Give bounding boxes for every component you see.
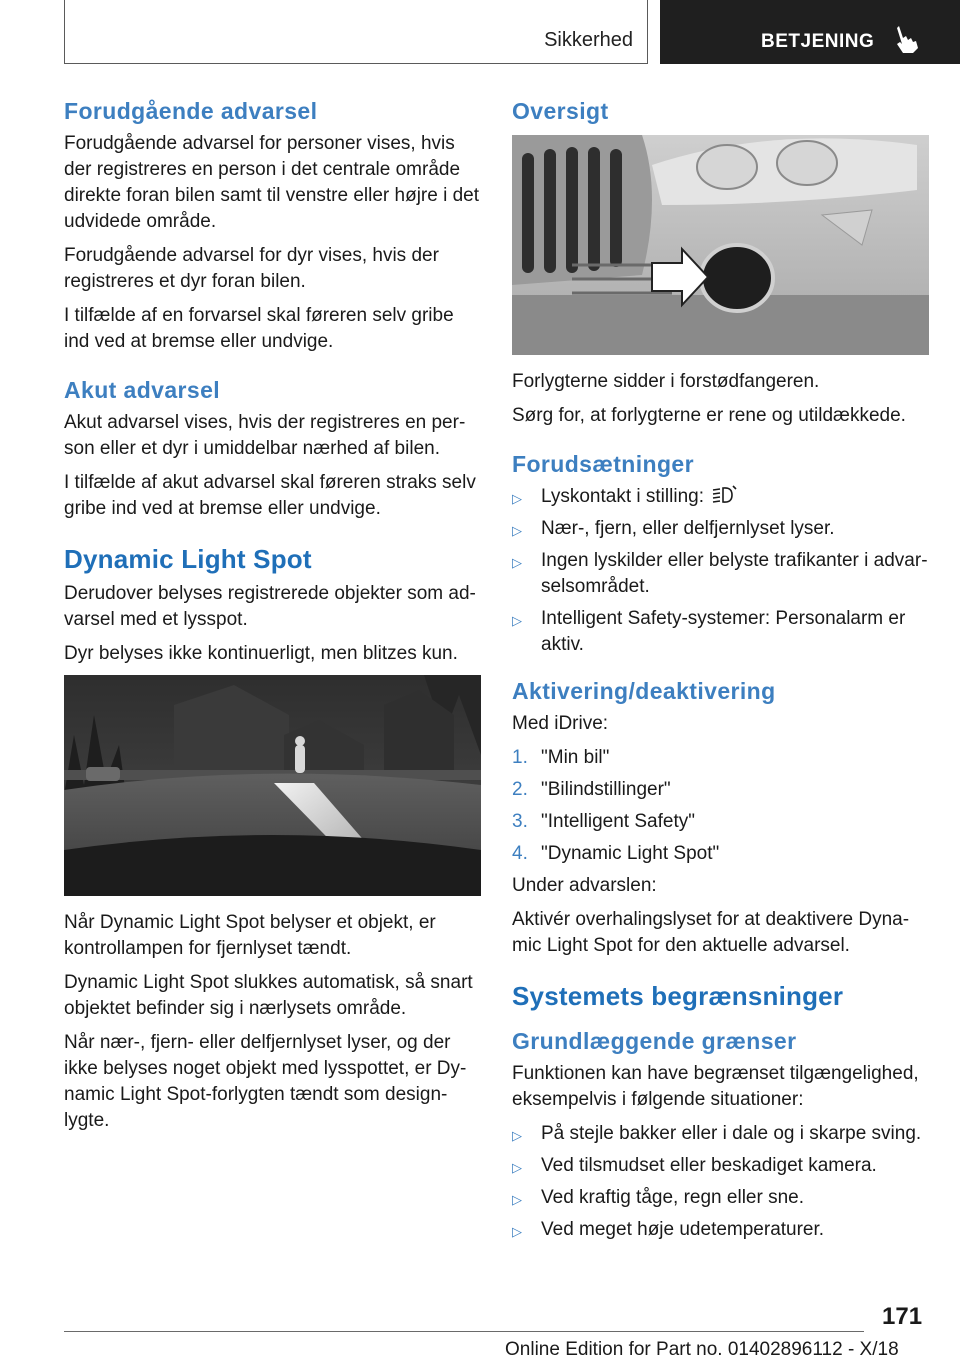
triangle-bullet-icon: ▷: [512, 613, 522, 628]
triangle-bullet-icon: ▷: [512, 555, 522, 570]
paragraph: Derudover belyses registrerede objekter som advarsel med et lysspot.: [64, 583, 476, 630]
paragraph: Dynamic Light Spot slukkes automatisk, så snart objektet befinder sig i nærlysets område.: [64, 972, 473, 1019]
heading-grundlaeggende-graenser: Grundlæggende grænser: [512, 1028, 797, 1054]
list-item: ▷ Ved tilsmudset eller beskadiget kamera.: [512, 1153, 930, 1179]
requirements-list: [512, 484, 930, 658]
triangle-bullet-icon: ▷: [512, 1224, 522, 1239]
footer-edition: Online Edition for Part no. 01402896112 - X/18: [505, 1339, 899, 1360]
triangle-bullet-icon: ▷: [512, 1192, 522, 1207]
paragraph: Når Dynamic Light Spot belyser et objekt, er kontrollampen for fjernlyset tændt.: [64, 912, 436, 959]
hand-pointer-icon: [893, 24, 921, 54]
heading-akut-advarsel: Akut advarsel: [64, 377, 221, 403]
list-item: ▷ Ved meget høje udetemperaturer.: [512, 1217, 930, 1243]
paragraph: Forudgående advarsel for dyr vises, hvis der registreres et dyr foran bilen.: [64, 245, 439, 292]
heading-aktivering: Aktivering/deaktivering: [512, 678, 776, 704]
night-road-illustration: [64, 675, 481, 896]
heading-forudsaetninger: Forudsætninger: [512, 451, 694, 477]
list-item: 4. "Dynamic Light Spot": [512, 843, 720, 864]
heading-systemets-begraensninger: Systemets begrænsninger: [512, 981, 844, 1011]
header-chapter-tab: [660, 0, 960, 64]
list-item: ▷ Ved kraftig tåge, regn eller sne.: [512, 1185, 930, 1211]
list-item: ▷ Ingen lyskilder eller belyste trafikanter i advarselsområdet.: [512, 550, 928, 597]
paragraph: Aktivér overhalingslyset for at deaktivere Dynamic Light Spot for den aktuelle advarsel.: [512, 909, 910, 956]
header-chapter-title: BETJENING: [761, 31, 875, 52]
footer-divider: [64, 1331, 864, 1332]
paragraph: Funktionen kan have begrænset tilgængelighed, eksempelvis i følgende situationer:: [512, 1063, 919, 1110]
page-number: 171: [882, 1303, 923, 1330]
paragraph: Forudgående advarsel for personer vises, hvis der registreres en person i det centrale område direkte foran bilen samt til venstre eller højre i det udvidede område.: [64, 133, 480, 232]
paragraph: Forlygterne sidder i forstødfangeren.: [512, 371, 820, 392]
list-item: ▷ Intelligent Safety-systemer: Personalarm er aktiv.: [512, 608, 906, 655]
paragraph: I tilfælde af akut advarsel skal føreren straks selv gribe ind ved at bremse eller undvige.: [64, 472, 476, 519]
triangle-bullet-icon: ▷: [512, 1160, 522, 1175]
list-item: ▷ På stejle bakker eller i dale og i skarpe sving.: [512, 1121, 930, 1147]
right-column: [512, 98, 930, 1249]
header-section-title: Sikkerhed: [544, 29, 633, 51]
heading-dynamic-light-spot: Dynamic Light Spot: [64, 544, 312, 574]
header-section-tab: [64, 0, 648, 64]
activation-steps: [512, 745, 930, 867]
triangle-bullet-icon: ▷: [512, 523, 522, 538]
headlight-switch-icon: [712, 485, 738, 505]
heading-oversigt: Oversigt: [512, 98, 609, 124]
left-column: [64, 98, 482, 1142]
list-item: 1. "Min bil": [512, 747, 610, 768]
list-item: ▷ Lyskontakt i stilling:: [512, 484, 930, 510]
list-item: 2. "Bilindstillinger": [512, 779, 671, 800]
triangle-bullet-icon: ▷: [512, 491, 522, 506]
paragraph: Når nær-, fjern- eller delfjernlyset lyser, og der ikke belyses noget objekt med lysspottet, er Dynamic Light Spot-forlygten tændt som designlygte.: [64, 1032, 467, 1131]
paragraph: Sørg for, at forlygterne er rene og utildækkede.: [512, 405, 906, 426]
heading-forudgaaende-advarsel: Forudgående advarsel: [64, 98, 318, 124]
headlight-illustration: [512, 135, 929, 355]
paragraph: Akut advarsel vises, hvis der registreres en person eller et dyr i umiddelbar nærhed af bilen.: [64, 412, 466, 459]
list-item: 3. "Intelligent Safety": [512, 811, 695, 832]
paragraph: I tilfælde af en forvarsel skal føreren selv gribe ind ved at bremse eller undvige.: [64, 305, 454, 352]
paragraph: Dyr belyses ikke kontinuerligt, men blitzes kun.: [64, 643, 458, 664]
paragraph: Under advarslen:: [512, 875, 657, 896]
paragraph: Med iDrive:: [512, 713, 609, 734]
list-item: ▷ Nær-, fjern, eller delfjernlyset lyser.: [512, 516, 930, 542]
limitations-list: [512, 1121, 930, 1243]
triangle-bullet-icon: ▷: [512, 1128, 522, 1143]
